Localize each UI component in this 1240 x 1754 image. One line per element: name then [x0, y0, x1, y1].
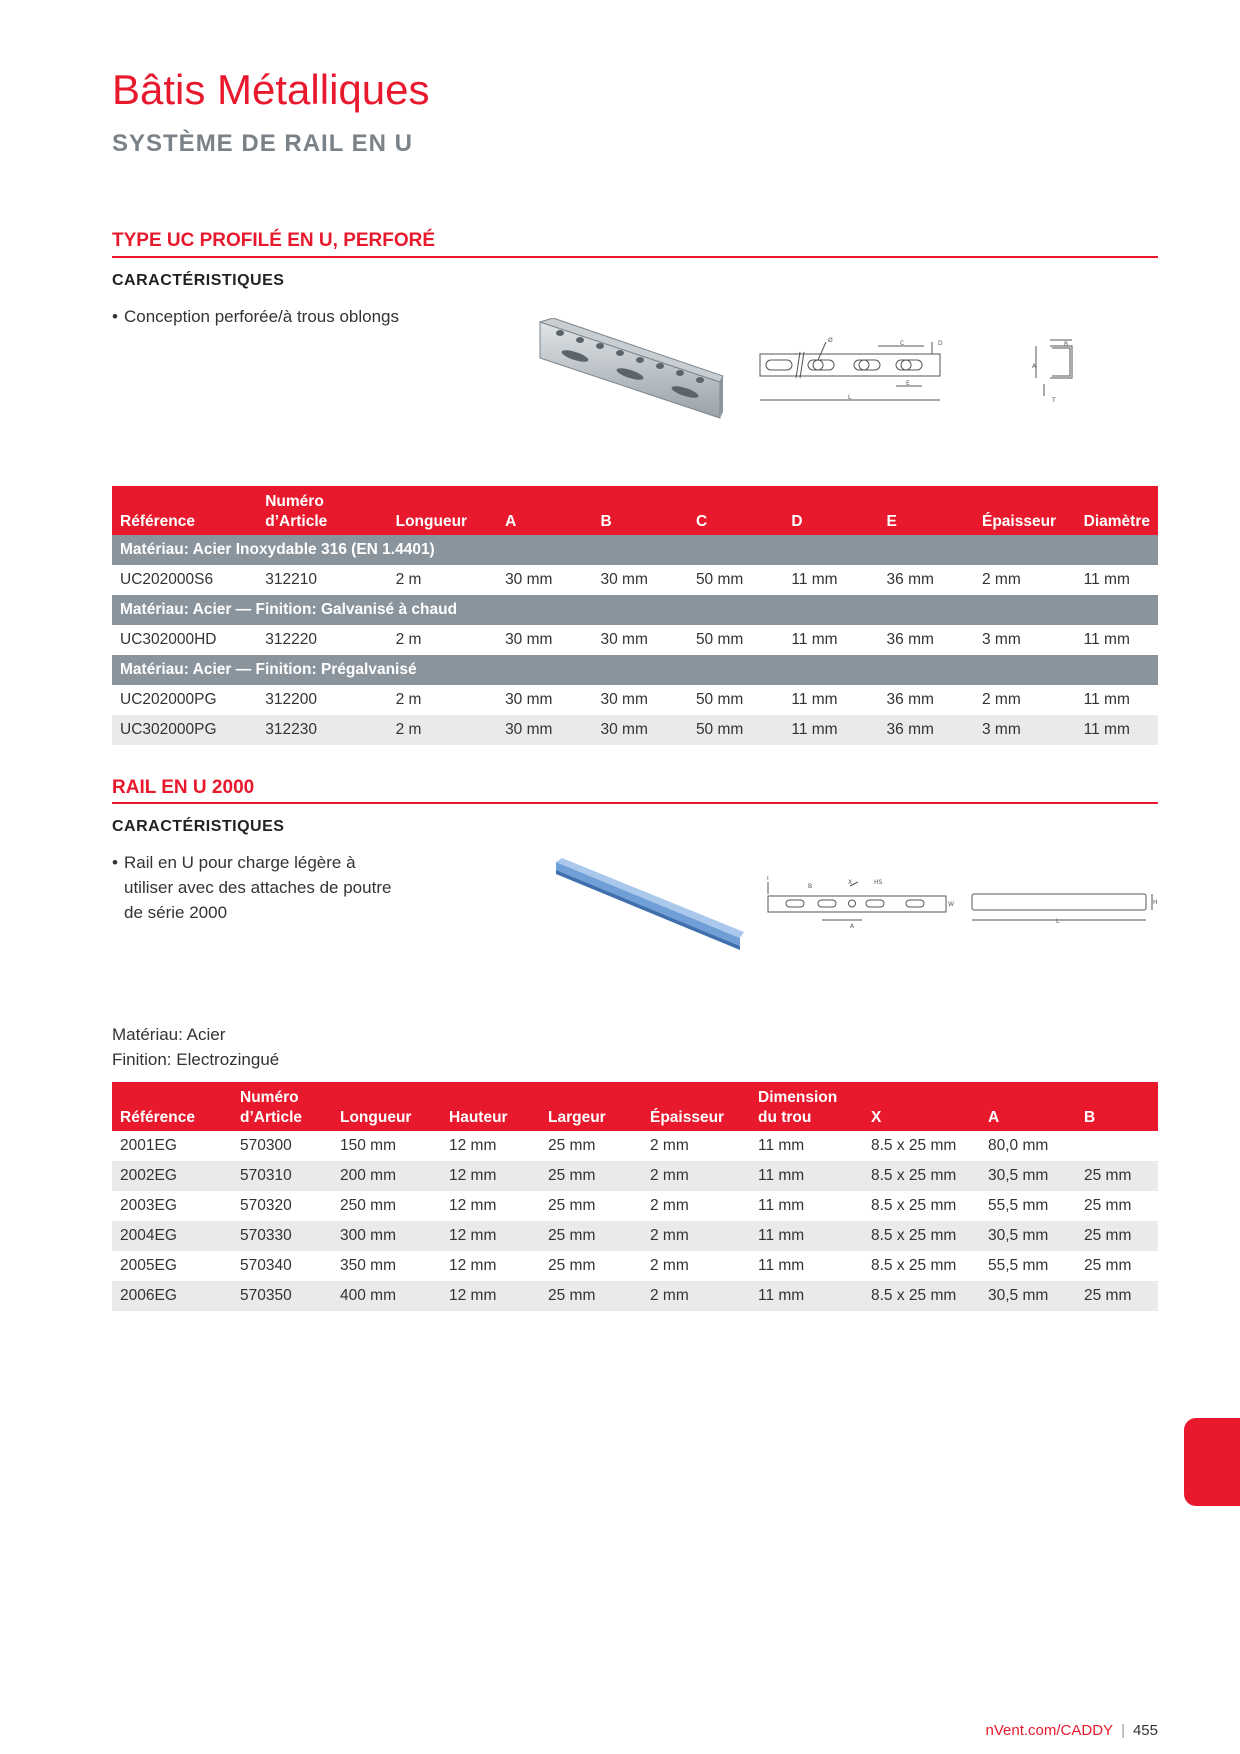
uc-channel-section-drawing — [1030, 338, 1100, 406]
col-header-length: Longueur — [388, 486, 497, 535]
drawing-label-l: L — [1056, 918, 1060, 925]
rail-2000-spec-table — [112, 1082, 1158, 1311]
table-row: 2006EG 570350 400 mm 12 mm 25 mm 2 mm 11 mm 8.5 x 25 mm 30,5 mm 25 mm — [112, 1281, 1158, 1311]
bullet: • — [112, 307, 118, 326]
drawing-label-a: A — [850, 923, 855, 930]
col-header-a: A — [497, 486, 592, 535]
table-row: UC202000PG 312200 2 m 30 mm 30 mm 50 mm 11 mm 36 mm 2 mm 11 mm — [120, 691, 1130, 708]
col-header-thickness: Épaisseur — [642, 1082, 750, 1131]
col-header-d: D — [783, 486, 878, 535]
col-header-article: Numéro d’Article — [232, 1082, 332, 1131]
table-row: 2004EG 570330 300 mm 12 mm 25 mm 2 mm 11 mm 8.5 x 25 mm 30,5 mm 25 mm — [112, 1221, 1158, 1251]
drawing-label-b: B — [808, 883, 813, 890]
drawing-label-t: T — [1052, 397, 1056, 404]
table-row: 2002EG 570310 200 mm 12 mm 25 mm 2 mm 11 mm 8.5 x 25 mm 30,5 mm 25 mm — [112, 1161, 1158, 1191]
table-row: 2003EG 570320 250 mm 12 mm 25 mm 2 mm 11 mm 8.5 x 25 mm 55,5 mm 25 mm — [120, 1197, 1132, 1214]
footer-site-link[interactable]: nVent.com/CADDY — [985, 1722, 1114, 1739]
table-row: 2005EG 570340 350 mm 12 mm 25 mm 2 mm 11 mm 8.5 x 25 mm 55,5 mm 25 mm — [120, 1257, 1132, 1274]
section1-title: TYPE UC PROFILÉ EN U, PERFORÉ — [112, 230, 436, 251]
table-row: UC302000HD 312220 2 m 30 mm 30 mm 50 mm 11 mm 36 mm 3 mm 11 mm — [120, 631, 1130, 648]
drawing-label-dia: Ø — [828, 337, 833, 344]
section1-feature-item: • Conception perforée/à trous oblongs — [112, 304, 399, 329]
section2-features-heading: CARACTÉRISTIQUES — [112, 818, 285, 835]
uc-spec-table — [112, 486, 1158, 745]
drawing-label-h: H — [1153, 899, 1158, 906]
table-row: UC302000PG 312230 2 m 30 mm 30 mm 50 mm 11 mm 36 mm 3 mm 11 mm — [112, 715, 1158, 745]
col-header-a: A — [980, 1082, 1076, 1131]
col-header-reference: Référence — [112, 1082, 232, 1131]
col-header-c: C — [688, 486, 783, 535]
drawing-label-x: X — [848, 879, 853, 886]
drawing-label-hs: HS — [874, 879, 883, 886]
rail-2000-top-drawing — [968, 890, 1160, 926]
page-number: 455 — [1132, 1722, 1158, 1739]
material-row: Matériau: Acier — Finition: Prégalvanisé — [112, 655, 1158, 685]
section1-features-heading: CARACTÉRISTIQUES — [112, 272, 285, 289]
drawing-label-d: D — [938, 340, 943, 347]
section2-rule — [112, 802, 1158, 804]
col-header-reference: Référence — [112, 486, 257, 535]
rail-2000-side-drawing — [762, 876, 958, 932]
table-row: UC202000S6 312210 2 m 30 mm 30 mm 50 mm 11 mm 36 mm 2 mm 11 mm — [120, 571, 1130, 588]
col-header-e: E — [879, 486, 974, 535]
drawing-label-a: A — [1032, 363, 1037, 370]
uc-channel-image — [535, 318, 725, 428]
col-header-width: Largeur — [540, 1082, 642, 1131]
section2-title: RAIL EN U 2000 — [112, 777, 255, 798]
drawing-label-l: L — [848, 394, 852, 401]
drawing-label-w: W — [948, 901, 954, 908]
drawing-label-e: E — [906, 380, 910, 387]
col-header-b: B — [593, 486, 688, 535]
col-header-article: Numéro d’Article — [257, 486, 387, 535]
col-header-b: B — [1076, 1082, 1158, 1131]
col-header-height: Hauteur — [441, 1082, 540, 1131]
col-header-x: X — [863, 1082, 980, 1131]
rail-2000-image — [554, 858, 746, 950]
page-title: Bâtis Métalliques — [112, 66, 430, 113]
drawing-label-c: C — [900, 340, 905, 347]
col-header-hole-size: Dimension du trou — [750, 1082, 863, 1131]
uc-channel-side-drawing — [756, 336, 956, 408]
col-header-length: Longueur — [332, 1082, 441, 1131]
footer-separator: | — [1121, 1722, 1125, 1739]
bullet: • — [112, 853, 118, 872]
material-row: Matériau: Acier — Finition: Galvanisé à chaud — [112, 595, 1158, 625]
section1-rule — [112, 256, 1158, 258]
drawing-label-t: T — [766, 876, 770, 882]
col-header-diameter: Diamètre — [1076, 486, 1158, 535]
material-row: Matériau: Acier Inoxydable 316 (EN 1.4401) — [112, 535, 1158, 565]
chapter-tab-marker — [1184, 1418, 1240, 1506]
drawing-label-b: B — [1064, 341, 1069, 348]
table-row: 2001EG 570300 150 mm 12 mm 25 mm 2 mm 11 mm 8.5 x 25 mm 80,0 mm — [120, 1137, 1049, 1154]
page-subtitle: SYSTÈME DE RAIL EN U — [112, 130, 413, 157]
section2-feature-item: • Rail en U pour charge légère à utiliser avec des attaches de poutre de série 2000 — [112, 850, 391, 925]
page-footer — [986, 1722, 1159, 1739]
col-header-thickness: Épaisseur — [974, 486, 1076, 535]
rail-2000-material-info: Matériau: Acier Finition: Electrozingué — [112, 1025, 280, 1069]
